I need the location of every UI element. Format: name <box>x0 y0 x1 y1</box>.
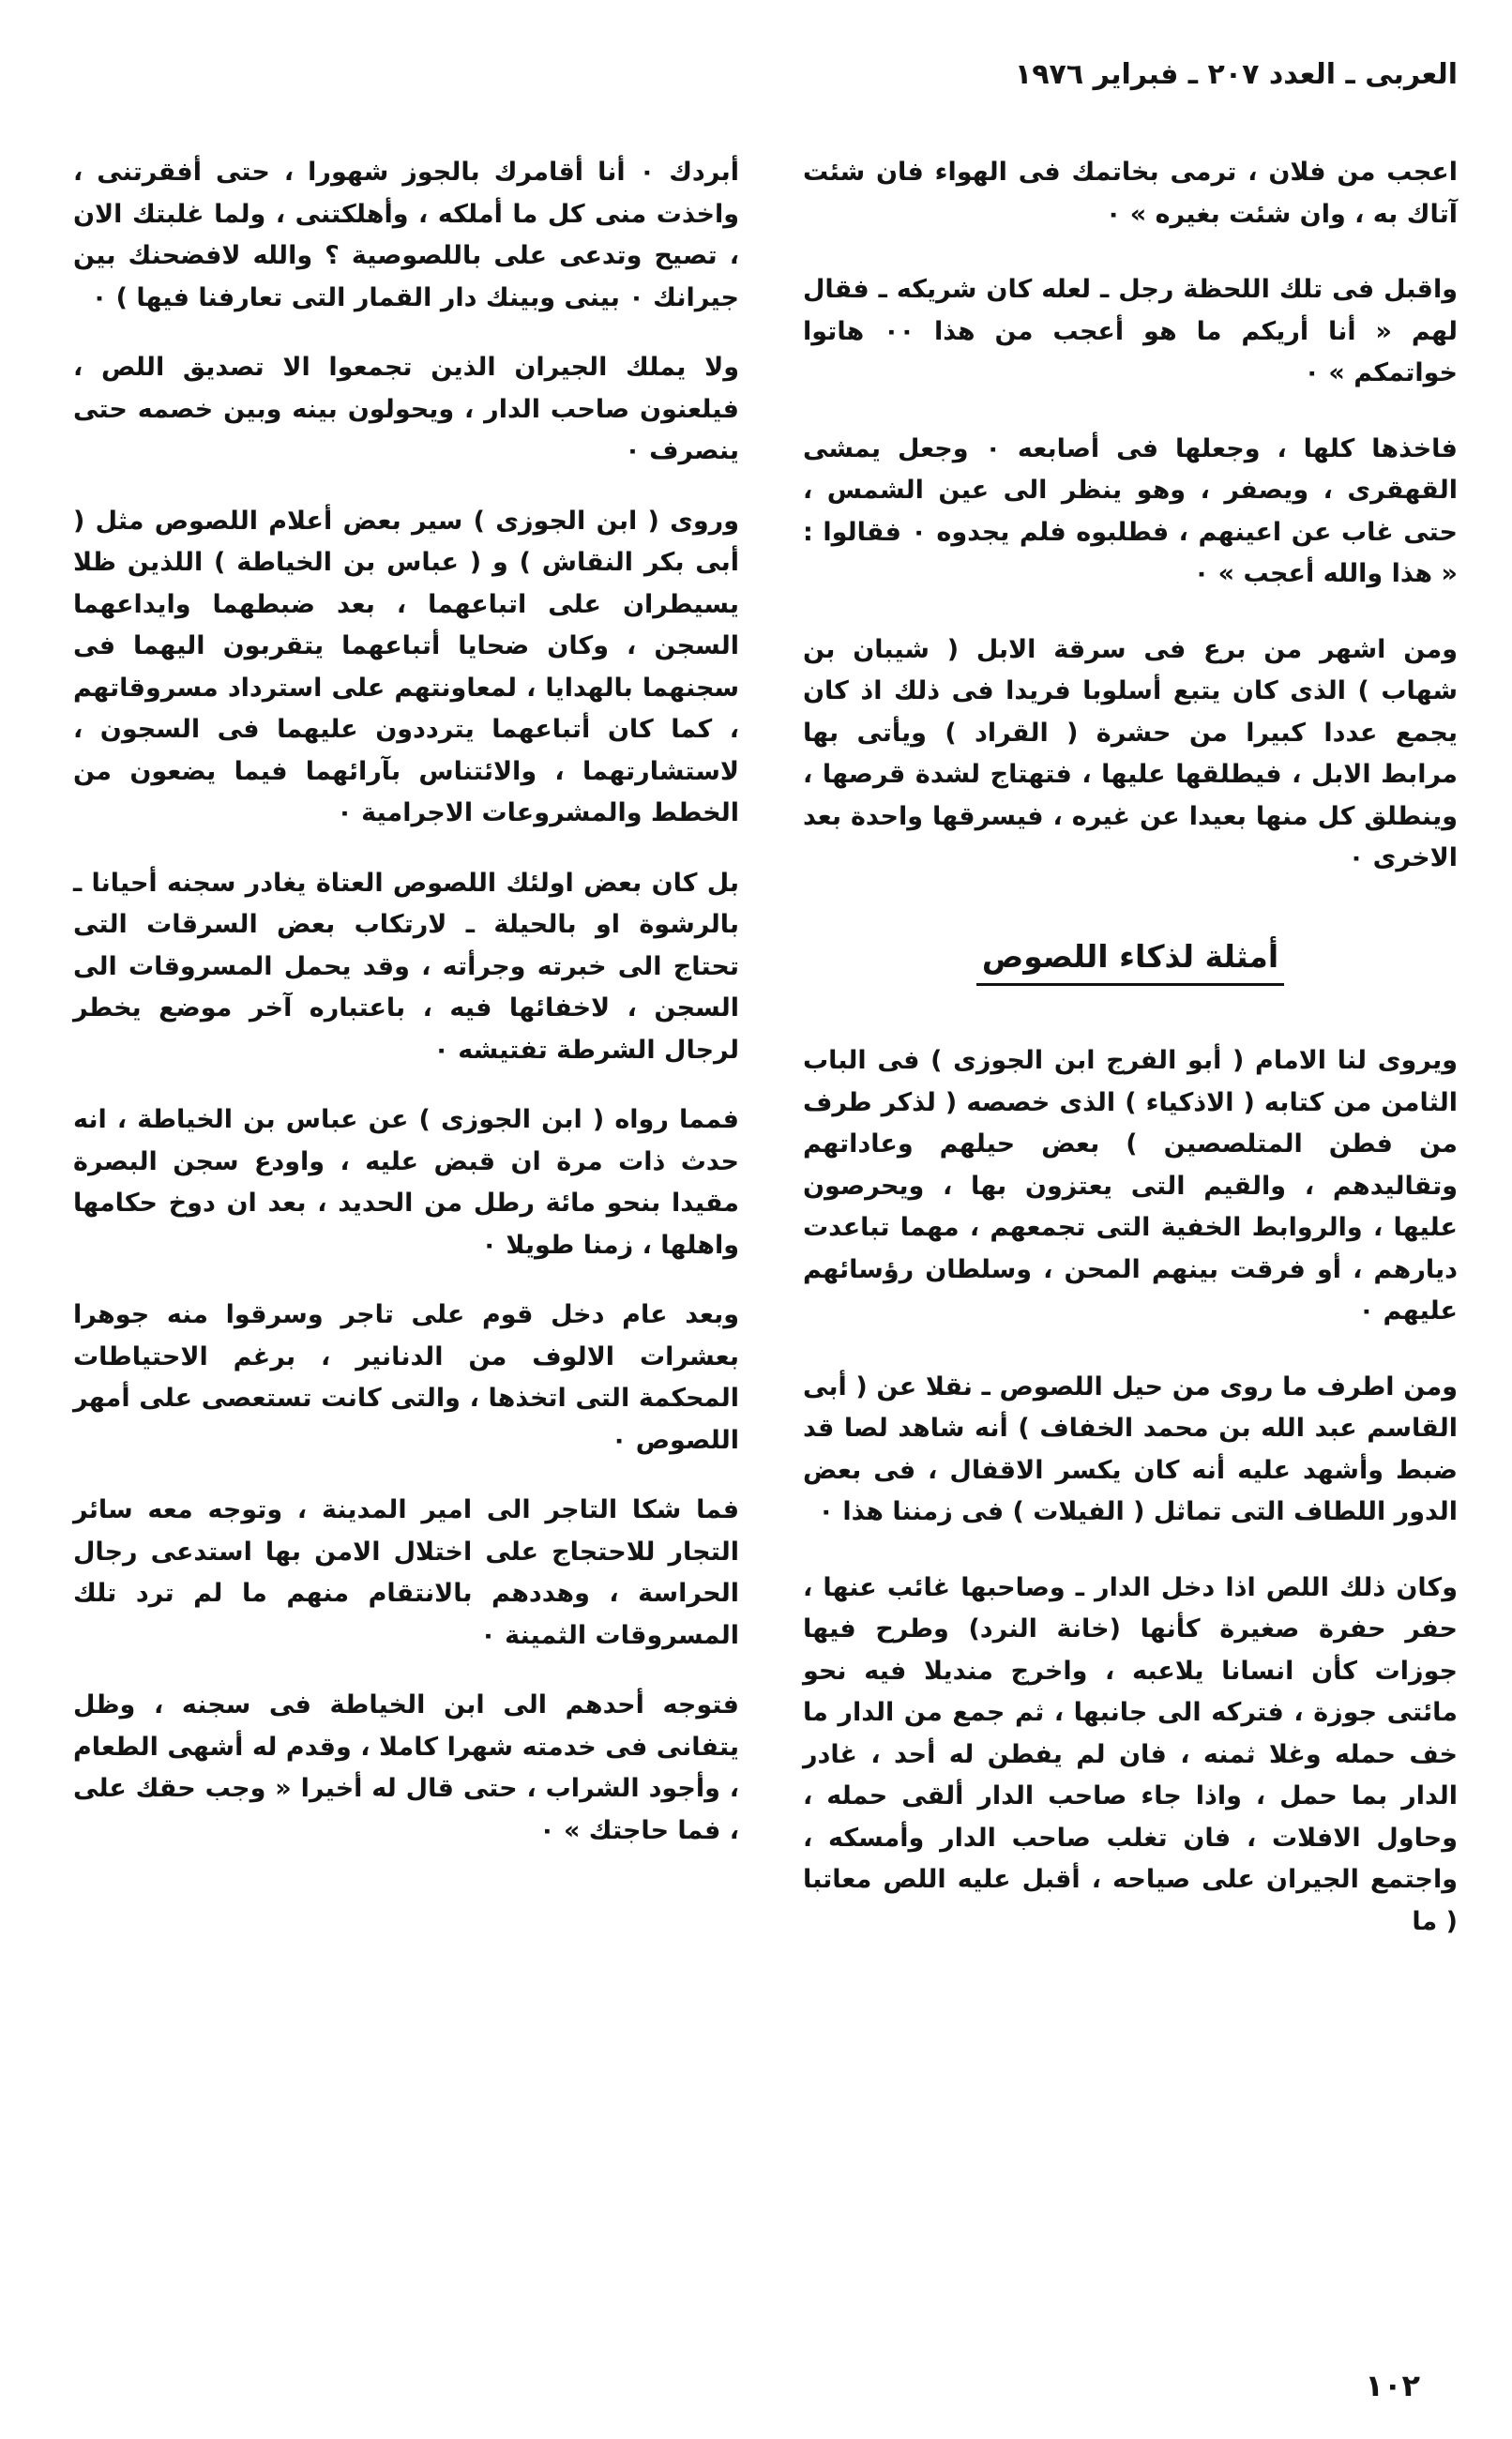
page-number: ١٠٢ <box>1365 2368 1420 2403</box>
paragraph: اعجب من فلان ، ترمى بخاتمك فى الهواء فان شئت آتاك به ، وان شئت بغيره » ٠ <box>803 158 1458 229</box>
left-column <box>73 152 739 1880</box>
paragraph: وكان ذلك اللص اذا دخل الدار ـ وصاحبها غائب عنها ، حفر حفرة صغيرة كأنها (خانة النرد) وطرح فيها جوزات كأن انسانا يلاعبه ، واخرج منديلا فيه نحو مائتى جوزة ، فتركه الى جانبها ، ثم جمع من الدار ما خف حمله وغلا ثمنه ، فان لم يفطن له أحد ، غادر الدار بما حمل ، واذا جاء صاحب الدار ألقى حمله ، وحاول الافلات ، فان تغلب صاحب الدار وأمسكه ، واجتمع الجيران على صياحه ، أقبل عليه اللص معاتبا ( ما <box>803 1572 1458 1936</box>
paragraph: ويروى لنا الامام ( أبو الفرج ابن الجوزى ) فى الباب الثامن من كتابه ( الاذكياء ) الذى خصصه ( لذكر طرف من فطن المتلصصين ) بعض حيلهم وعاداتهم وتقاليدهم ، والقيم التى يعتزون بها ، ويحرصون عليها ، والروابط الخفية التى تجمعهم ، مهما تباعدت ديارهم ، أو فرقت بينهم المحن ، وسلطان رؤسائهم عليهم ٠ <box>803 1046 1458 1326</box>
paragraph: ولا يملك الجيران الذين تجمعوا الا تصديق اللص ، فيلعنون صاحب الدار ، ويحولون بينه وبين خصمه حتى ينصرف ٠ <box>73 353 739 465</box>
paragraph: ومن اطرف ما روى من حيل اللصوص ـ نقلا عن ( أبى القاسم عبد الله بن محمد الخفاف ) أنه شاهد لصا قد ضبط وأشهد عليه أنه كان يكسر الاقفال ، فى بعض الدور اللطاف التى تماثل ( الفيلات ) فى زمننا هذا ٠ <box>803 1371 1458 1526</box>
paragraph: وبعد عام دخل قوم على تاجر وسرقوا منه جوهرا بعشرات الالوف من الدنانير ، برغم الاحتياطات المحكمة التى اتخذها ، والتى كانت تستعصى على أمهر اللصوص ٠ <box>73 1300 739 1455</box>
section-heading <box>803 936 1458 987</box>
paragraph: بل كان بعض اولئك اللصوص العتاة يغادر سجنه أحيانا ـ بالرشوة او بالحيلة ـ لارتكاب بعض السرقات التى تحتاج الى خبرته وجرأته ، وقد يحمل المسروقات الى السجن ، لاخفائها فيه ، باعتباره آخر موضع يخطر لرجال الشرطة تفتيشه ٠ <box>73 868 739 1065</box>
paragraph: أبردك ٠ أنا أقامرك بالجوز شهورا ، حتى أفقرتنى ، واخذت منى كل ما أملكه ، وأهلكتنى ، ولما غلبتك الان ، تصيح وتدعى على باللصوصية ؟ والله لافضحنك بين جيرانك ٠ بينى وبينك دار القمار التى تعارفنا فيها ) ٠ <box>73 158 739 312</box>
paragraph: فاخذها كلها ، وجعلها فى أصابعه ٠ وجعل يمشى القهقرى ، ويصفر ، وهو ينظر الى عين الشمس ، حتى غاب عن اعينهم ، فطلبوه فلم يجدوه ٠ فقالوا : « هذا والله أعجب » ٠ <box>803 433 1458 588</box>
right-column <box>803 152 1458 1977</box>
paragraph: ومن اشهر من برع فى سرقة الابل ( شيبان بن شهاب ) الذى كان يتبع أسلوبا فريدا فى ذلك اذ كان يجمع عددا كبيرا من حشرة ( القراد ) ويأتى بها مرابط الابل ، فيطلقها عليها ، فتهتاج لشدة قرصها ، وينطلق كل منها بعيدا عن غيره ، فيسرقها واحدة بعد الاخرى ٠ <box>803 634 1458 872</box>
paragraph: فتوجه أحدهم الى ابن الخياطة فى سجنه ، وظل يتفانى فى خدمته شهرا كاملا ، وقدم له أشهى الطعام ، وأجود الشراب ، حتى قال له أخيرا « وجب حقك على ، فما حاجتك » ٠ <box>73 1690 739 1845</box>
paragraph: فمما رواه ( ابن الجوزى ) عن عباس بن الخياطة ، انه حدث ذات مرة ان قبض عليه ، واودع سجن البصرة مقيدا بنحو مائة رطل من الحديد ، بعد ان دوخ حكامها واهلها ، زمنا طويلا ٠ <box>73 1105 739 1260</box>
paragraph: فما شكا التاجر الى امير المدينة ، وتوجه معه سائر التجار للاحتجاج على اختلال الامن بها استدعى رجال الحراسة ، وهددهم بالانتقام منهم ما لم ترد تلك المسروقات الثمينة ٠ <box>73 1495 739 1650</box>
paragraph: واقبل فى تلك اللحظة رجل ـ لعله كان شريكه ـ فقال لهم « أنا أريكم ما هو أعجب من هذا ٠٠ هاتوا خواتمكم » ٠ <box>803 275 1458 387</box>
section-heading-text: أمثلة لذكاء اللصوص <box>976 936 1284 987</box>
paragraph: وروى ( ابن الجوزى ) سير بعض أعلام اللصوص مثل ( أبى بكر النقاش ) و ( عباس بن الخياطة ) اللذين ظلا يسيطران على اتباعهما ، بعد ضبطهما وايداعهما السجن ، وكان ضحايا أتباعهما يتقربون اليهما فى سجنهما بالهدايا ، لمعاونتهم على استرداد مسروقاتهم ، كما كان أتباعهما يترددون عليهما فى السجون ، لاستشارتهما ، والائتناس بآرائهما فيما يضعون من الخطط والمشروعات الاجرامية ٠ <box>73 506 739 827</box>
running-header: العربى ـ العدد ٢٠٧ ـ فبراير ١٩٧٦ <box>1014 58 1458 91</box>
